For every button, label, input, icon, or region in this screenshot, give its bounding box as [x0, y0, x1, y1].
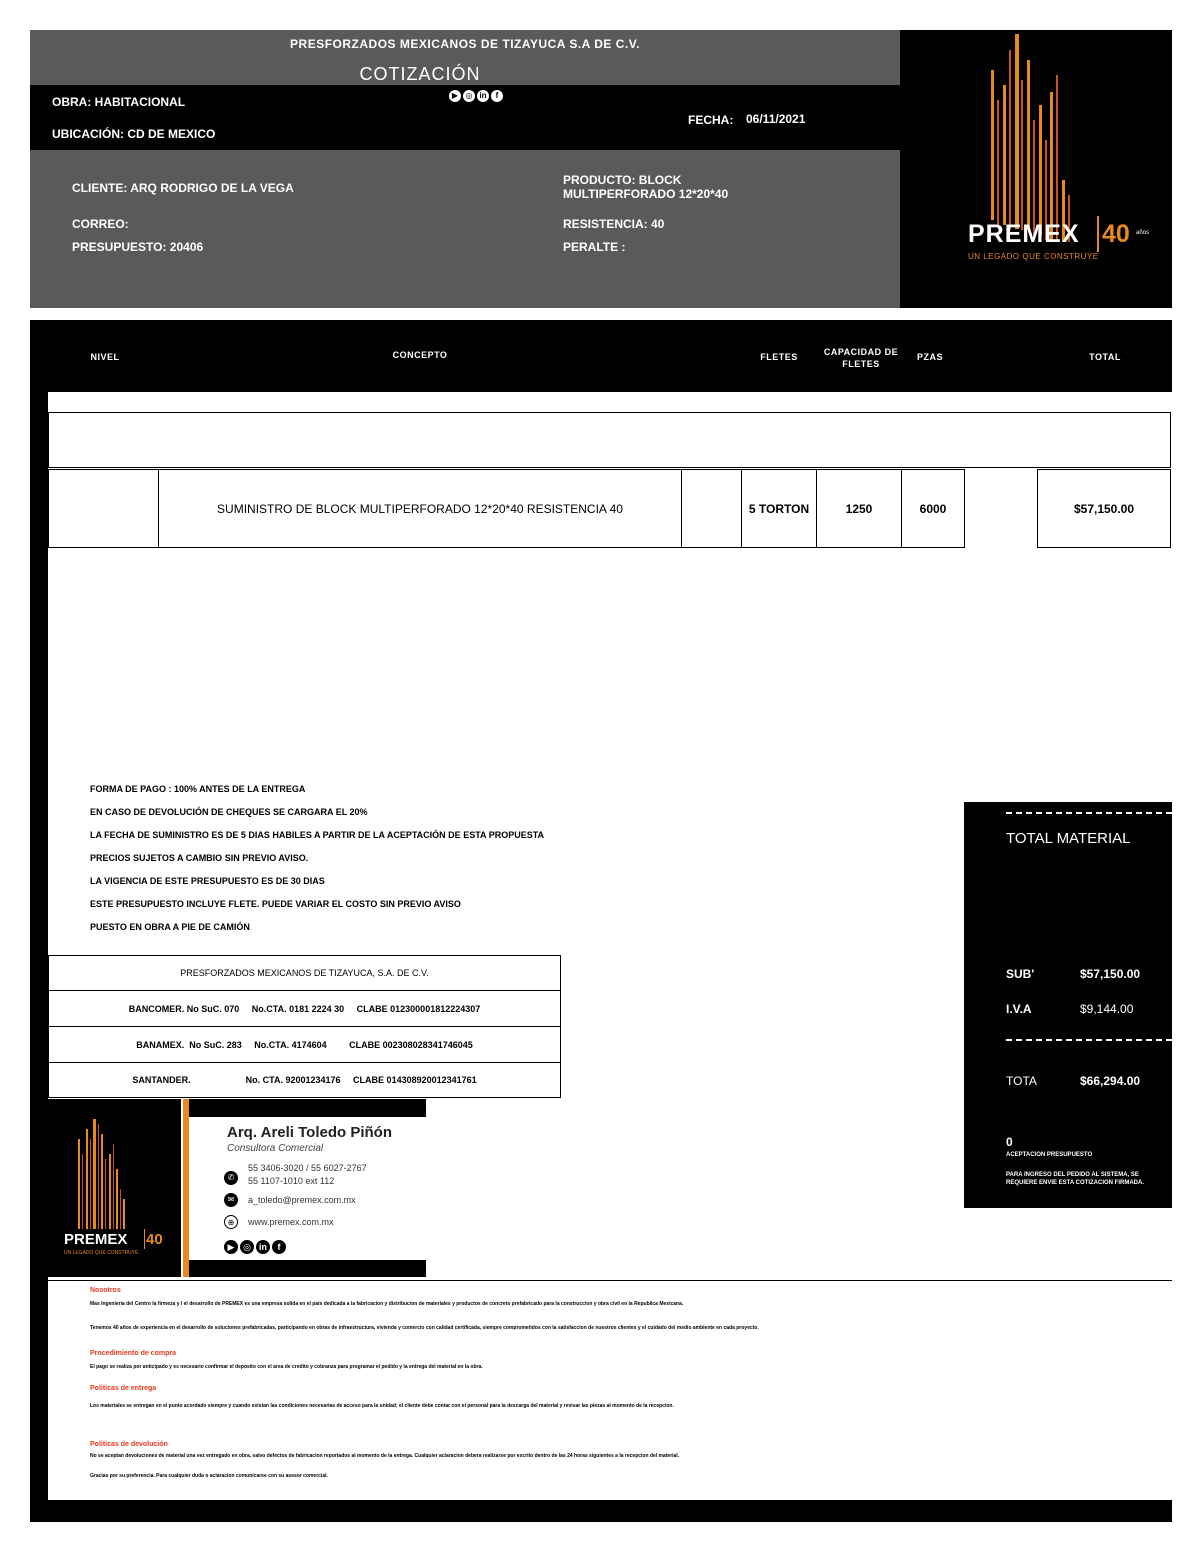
iva-value: $9,144.00	[1080, 1002, 1134, 1016]
term-item: LA FECHA DE SUMINISTRO ES DE 5 DIAS HABILES A PARTIR DE LA ACEPTACIÓN DE ESTA PROPUESTA	[90, 830, 545, 840]
logo-tagline: UN LEGADO QUE CONSTRUYE	[968, 252, 1099, 261]
card-accent-bar	[183, 1099, 189, 1277]
header-pzas: PZAS	[916, 352, 943, 362]
bank-row: BANAMEX. No SuC. 283 No.CTA. 4174604 CLABE 002308028341746045	[48, 1026, 561, 1063]
instagram-icon: ◎	[240, 1240, 254, 1254]
cliente-label: CLIENTE: ARQ RODRIGO DE LA VEGA	[72, 181, 294, 195]
cell-fletes: 5 TORTON	[741, 469, 817, 548]
footer-heading-devolucion: Politicas de devolución	[90, 1441, 168, 1448]
cell-total: $57,150.00	[1037, 469, 1171, 548]
card-top-bar	[189, 1099, 426, 1117]
footer-paragraph: Mas Ingenieria del Centro la firmeza y l el desarrollo de PREMEX es una empresa solida en el pais dedicada a la fabricacion y distribucion de materiales y productos de concreto prefabricado para la construccion y obra civil en la Republica Mexicana.	[90, 1301, 684, 1307]
footer-paragraph: El pago se realiza por anticipado y es necesario confirmar el deposito con el area de credito y cobranza para programar el pedido y la entrega del material en la obra.	[90, 1364, 483, 1370]
presupuesto-label: PRESUPUESTO: 20406	[72, 240, 204, 254]
peralte-label: PERALTE :	[563, 240, 626, 254]
totals-title: TOTAL MATERIAL	[1006, 830, 1131, 847]
card-bottom-bar	[189, 1260, 426, 1277]
cell-capacidad: 1250	[816, 469, 902, 548]
linkedin-icon: in	[256, 1240, 270, 1254]
subtotal-label: SUB'	[1006, 967, 1035, 981]
page-left-border	[30, 392, 48, 1522]
logo-brand: PREMEX	[968, 220, 1080, 248]
instagram-icon: ◎	[463, 90, 475, 102]
card-logo-panel	[48, 1099, 181, 1277]
footer-heading-entrega: Politicas de entrega	[90, 1385, 157, 1392]
footer-heading-compra: Procedimiento de compra	[90, 1350, 176, 1357]
page-bottom-bar	[30, 1500, 1172, 1522]
card-phone-1: 55 3406-3020 / 55 6027-2767	[248, 1163, 367, 1173]
iva-label: I.V.A	[1006, 1002, 1032, 1016]
terms-list	[90, 784, 544, 945]
facebook-icon: f	[272, 1240, 286, 1254]
card-social-icons	[224, 1240, 286, 1254]
term-item: PUESTO EN OBRA A PIE DE CAMIÓN	[90, 922, 250, 932]
linkedin-icon: in	[477, 90, 489, 102]
card-email[interactable]: a_toledo@premex.com.mx	[248, 1195, 356, 1205]
email-icon: ✉	[224, 1193, 238, 1207]
term-item: EN CASO DE DEVOLUCIÓN DE CHEQUES SE CARGARA EL 20%	[90, 807, 368, 817]
subtotal-value: $57,150.00	[1080, 967, 1141, 981]
fecha-label: FECHA:	[688, 113, 734, 127]
facebook-icon: f	[491, 90, 503, 102]
premex-logo-bars-icon	[900, 30, 1172, 308]
social-icons	[449, 90, 503, 102]
youtube-icon: ▶	[224, 1240, 238, 1254]
document-title: COTIZACIÓN	[359, 64, 481, 84]
signature-value: 0	[1006, 1135, 1013, 1149]
bank-row: BANCOMER. No SuC. 070 No.CTA. 0181 2224 30 CLABE 012300001812224307	[48, 990, 561, 1027]
footer-paragraph: No se aceptan devoluciones de material una vez entregado en obra, salvo defectos de fabricacion reportados al momento de la entrega. Cualquier aclaracion debera realizarse por escrito dentro de las 24 horas siguientes a la recepcion del material.	[90, 1453, 680, 1459]
totals-panel	[964, 802, 1172, 1208]
footer-paragraph: Los materiales se entregan en el punto acordado siempre y cuando existan las condiciones necesarias de acceso para la unidad; el cliente debe contar con el personal para la descarga del material y revisar las piezas al momento de la recepcion.	[90, 1403, 674, 1409]
total-label: TOTA	[1006, 1074, 1037, 1088]
cell-concepto: SUMINISTRO DE BLOCK MULTIPERFORADO 12*20*40 RESISTENCIA 40	[158, 469, 682, 548]
cell-nivel	[48, 469, 159, 548]
logo-divider	[1097, 216, 1099, 252]
term-item: PRECIOS SUJETOS A CAMBIO SIN PREVIO AVISO.	[90, 853, 309, 863]
footer-paragraph: Tenemos 40 años de experiencia en el desarrollo de soluciones prefabricadas, participando en obras de infraestructura, vivienda y comercio con calidad certificada, siempre comprometidos con la satisfaccion de nuestros clientes y el cuidado del medio ambiente en cada proyecto.	[90, 1325, 759, 1331]
premex-logo	[900, 30, 1172, 308]
card-phone-2: 55 1107-1010 ext 112	[248, 1176, 335, 1186]
header-capacidad: CAPACIDAD DE FLETES	[823, 347, 899, 369]
total-value: $66,294.00	[1080, 1074, 1141, 1088]
footer-divider	[48, 1280, 1172, 1281]
cell-blank	[681, 469, 742, 548]
table-row-empty	[48, 412, 1171, 468]
table-header	[30, 320, 1172, 392]
card-web[interactable]: www.premex.com.mx	[248, 1217, 334, 1227]
term-item: ESTE PRESUPUESTO INCLUYE FLETE. PUEDE VARIAR EL COSTO SIN PREVIO AVISO	[90, 899, 461, 909]
card-name: Arq. Areli Toledo Piñón	[227, 1124, 392, 1141]
footer-paragraph: Gracias por su preferencia. Para cualquier duda o aclaracion comunicarse con su asesor comercial.	[90, 1473, 328, 1479]
header-concepto: CONCEPTO	[392, 350, 448, 360]
totals-divider	[1006, 1039, 1172, 1041]
correo-label: CORREO:	[72, 217, 129, 231]
header-fletes: FLETES	[760, 352, 798, 362]
bank-row: SANTANDER. No. CTA. 92001234176 CLABE 014308920012341761	[48, 1062, 561, 1098]
term-item: FORMA DE PAGO : 100% ANTES DE LA ENTREGA	[90, 784, 306, 794]
obra-label: OBRA: HABITACIONAL	[52, 95, 186, 109]
acceptance-note: PARA INGRESO DEL PEDIDO AL SISTEMA, SE REQUIERE ENVIE ESTA COTIZACION FIRMADA.	[1006, 1172, 1145, 1186]
header-client-band	[30, 150, 900, 308]
card-logo-number: 40	[146, 1231, 163, 1248]
globe-icon: ⊕	[224, 1215, 238, 1229]
card-logo-tagline: UN LEGADO QUE CONSTRUYE	[64, 1250, 139, 1256]
header-nivel: NIVEL	[90, 352, 120, 362]
logo-number: 40	[1102, 220, 1130, 248]
ubicacion-label: UBICACIÓN: CD DE MEXICO	[52, 127, 216, 141]
card-logo-divider	[144, 1229, 145, 1249]
bank-title: PRESFORZADOS MEXICANOS DE TIZAYUCA, S.A. DE C.V.	[48, 955, 561, 991]
producto-label: PRODUCTO: BLOCK MULTIPERFORADO 12*20*40	[563, 173, 729, 201]
phone-icon: ✆	[224, 1171, 238, 1185]
card-role: Consultora Comercial	[227, 1143, 324, 1154]
cell-pzas: 6000	[901, 469, 965, 548]
acceptance-label: ACEPTACION PRESUPUESTO	[1006, 1152, 1093, 1158]
logo-suffix: años	[1136, 230, 1150, 236]
youtube-icon: ▶	[449, 90, 461, 102]
term-item: LA VIGENCIA DE ESTE PRESUPUESTO ES DE 30 DIAS	[90, 876, 325, 886]
resistencia-label: RESISTENCIA: 40	[563, 217, 665, 231]
header-total: TOTAL	[1089, 352, 1121, 362]
totals-divider	[1006, 812, 1172, 814]
card-logo-brand: PREMEX	[64, 1231, 128, 1248]
fecha-value: 06/11/2021	[746, 112, 806, 126]
company-name: PRESFORZADOS MEXICANOS DE TIZAYUCA S.A DE C.V.	[290, 37, 640, 51]
footer-heading-nosotros: Nosotros	[90, 1287, 121, 1294]
